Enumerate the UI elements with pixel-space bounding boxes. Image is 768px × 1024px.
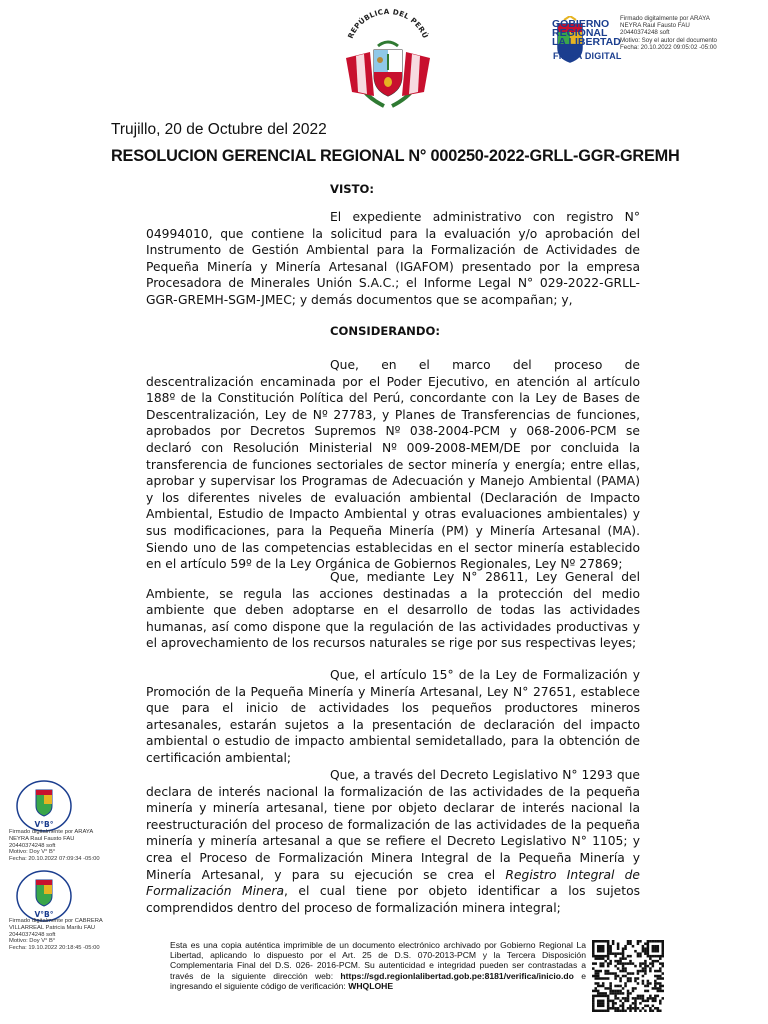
gobierno-regional-logo-text (552, 20, 622, 47)
digital-signature-block-1 (9, 829, 149, 863)
considerando-heading: CONSIDERANDO: (330, 324, 440, 338)
paragraph-4-text-b: , el cual tiene por objeto identificar a los sujetos comprendidos dentro del proceso de formalización minera integral; (146, 884, 640, 915)
logo-line-1: GOBIERNO (552, 18, 610, 30)
signature-line: NEYRA Raul Fausto FAU (620, 22, 690, 30)
signature-line: Firmado digitalmente por ARAYA (620, 15, 710, 22)
logo-line-2: REGIONAL (552, 27, 608, 39)
paragraph-3 (146, 667, 640, 767)
document-date: Trujillo, 20 de Octubre del 2022 (111, 121, 327, 138)
resolution-title: RESOLUCION GERENCIAL REGIONAL N° 000250-2022-GRLL-GGR-GREMH (111, 147, 680, 165)
authenticity-footer (170, 940, 586, 991)
logo-line-3: LA LIBERTAD (552, 36, 621, 48)
qr-code-icon (592, 940, 664, 1012)
signature-line: Motivo: Soy el autor del documento (620, 36, 717, 44)
signature-line: 20440374248 soft (9, 931, 56, 938)
paragraph-4-emphasis: Registro Integral de Formalización Minera (146, 867, 640, 899)
digital-signature-block-2 (9, 918, 149, 952)
paragraph-1 (146, 357, 640, 573)
visto-text: El expediente administrativo con registro N° 04994010, que contiene la solicitud para la evaluación y/o aprobación del Instrumento de Gestión Ambiental para la Formalización de Actividades de Pequeña Minería y Minería Artesanal (IGAFOM) presentado por la empresa Procesadora de Minerales Unión S.A.C.; el Informe Legal N° 029-2022-GRLL-GGR-GREMH-SGM-JMEC; y demás documentos que se acompañan; y, (146, 210, 640, 307)
svg-text:REPÚBLICA DEL PERÚ (346, 7, 430, 40)
signature-line: 20440374248 soft (9, 842, 56, 849)
vobo-label: V°B° (34, 820, 54, 829)
peru-coat-of-arms-icon (336, 6, 440, 114)
signature-line: Fecha: 20.10.2022 09:05:02 -05:00 (620, 43, 717, 51)
vobo-label: V°B° (34, 910, 54, 919)
verification-code: WHQLOHE (348, 980, 394, 991)
footer-text: Esta es una copia auténtica imprimible de un documento electrónico archivado por Gobierno Regional La Libertad, aplicando lo dispuesto por el Art. 25 de D.S. 070-2013-PCM y la Tercera Disposición Complementaria Final del D.S. 026- 2016-PCM. Su autenticidad e integridad pueden ser contrastadas a través de la siguiente dirección web: (170, 940, 586, 981)
footer-text-2: e ingresando el siguiente código de verificación: (170, 970, 587, 991)
vobo-seal-icon (16, 870, 72, 922)
signature-line: Motivo: Doy V° B° (9, 938, 56, 945)
crest-ring-text: REPÚBLICA DEL PERÚ (345, 6, 431, 40)
paragraph-4 (146, 767, 640, 916)
signature-line: Firmado digitalmente por CABRERA (9, 918, 103, 924)
vobo-seal-icon (16, 780, 72, 832)
signature-line: 20440374248 soft (620, 29, 670, 37)
visto-heading: VISTO: (330, 182, 375, 196)
paragraph-3-text: Que, el artículo 15° de la Ley de Formalización y Promoción de la Pequeña Minería y Minería Artesanal, Ley N° 27651, establece que para el inicio de actividades los pequeños productores mineros artesanales, estarán sujetos a la presentación de declaración del impacto ambiental o estudio de impacto ambiental semidetallado, para la obtención de certificación ambiental; (146, 668, 640, 765)
paragraph-4-text-a: Que, a través del Decreto Legislativo N° 1293 que declara de interés nacional la formalización de las actividades de la pequeña minería y minería artesanal, tiene por objeto declarar de interés nacional la reestructuración del proceso de formalización de las actividades de la pequeña minería y minería artesanal a que se refiere el Decreto Legislativo N° 1105; y crea el Proceso de Formalización Minera Integral de la Pequeña Minería y Minería Artesanal, y para su ejecución se crea el (146, 768, 640, 882)
signature-line: Fecha: 20.10.2022 07:09:34 -05:00 (9, 856, 100, 863)
paragraph-1-text: Que, en el marco del proceso de descentralización encaminada por el Poder Ejecutivo, en atención al artículo 188º de la Constitución Política del Perú, concordante con la Ley de Bases de Descentralización, Ley de Nº 27783, y Planes de Transferencias de funciones, aprobados por Decretos Supremos Nº 038-2004-PCM y 068-2006-PCM se declaró con Resolución Ministerial Nº 009-2008-MEM/DE por concluida la transferencia de funciones sectoriales de sector minería y energía; entre ellas, aprobar y supervisar los Programas de Adecuación y Manejo Ambiental (PAMA) y los diferentes niveles de evaluación ambiental (Declaración de Impacto Ambiental, Estudio de Impacto Ambiental y otras evaluaciones ambientales) y sus modificaciones, para la Pequeña Minería (PM) y Minería Artesanal (MA). Siendo uno de las competencias establecidas en el sector minería establecido en el artículo 59º de la Ley Orgánica de Gobiernos Regionales, Ley Nº 27869; (146, 358, 640, 572)
paragraph-2-text: Que, mediante Ley N° 28611, Ley General del Ambiente, se regula las acciones destinadas a la protección del medio ambiente que deben adoptarse en el desarrollo de todas las actividades humanas, así como dispone que la regulación de las actividades productivas y el aprovechamiento de los recursos naturales se rige por sus respectivas leyes; (146, 570, 640, 651)
signature-line: Firmado digitalmente por ARAYA (9, 829, 94, 835)
signature-line: Motivo: Doy V° B° (9, 849, 56, 856)
firma-digital-label: FIRMA DIGITAL (553, 51, 622, 61)
visto-paragraph (146, 209, 640, 309)
paragraph-2 (146, 569, 640, 652)
signature-line: VILLARREAL Patricia Marilu FAU (9, 924, 96, 931)
digital-signature-block-top (620, 15, 766, 51)
verification-url[interactable]: https://sgd.regionlalibertad.gob.pe:8181/verifica/inicio.do (340, 970, 574, 981)
signature-line: NEYRA Raul Fausto FAU (9, 835, 75, 842)
signature-line: Fecha: 19.10.2022 20:18:45 -05:00 (9, 945, 100, 952)
